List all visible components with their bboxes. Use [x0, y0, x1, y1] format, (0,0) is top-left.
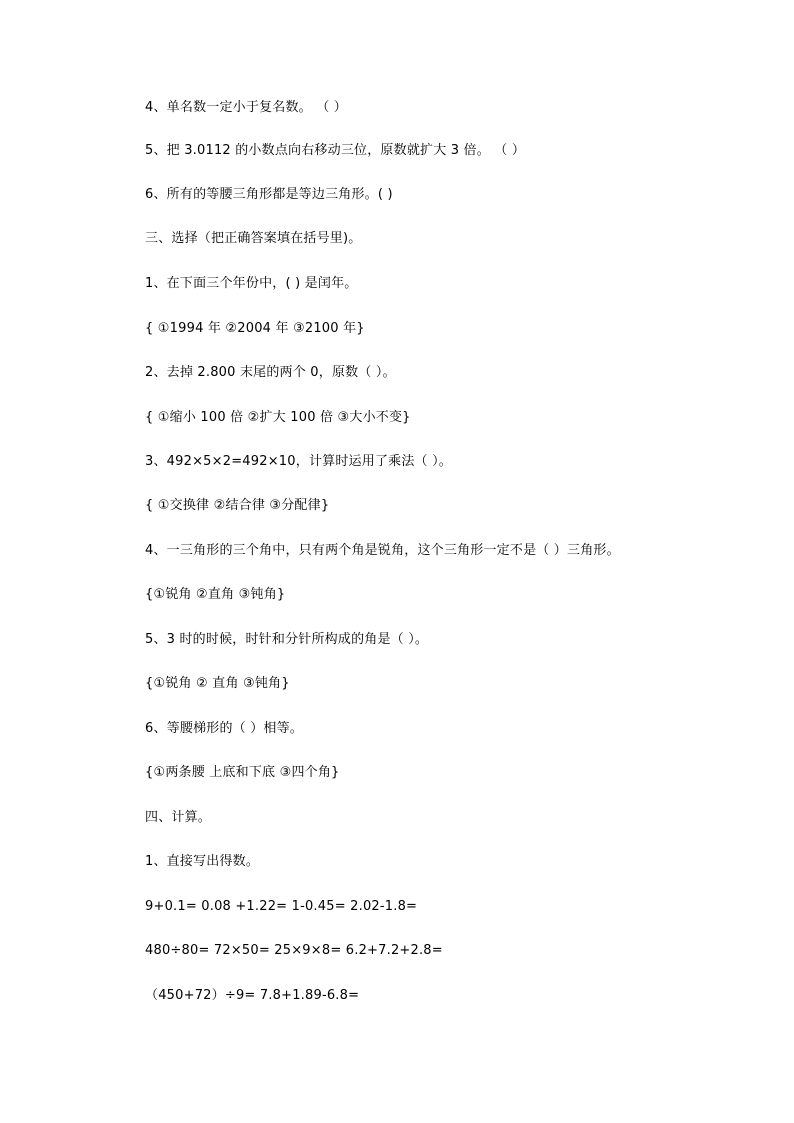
- choice-options-6: {①两条腰 上底和下底 ③四个角}: [145, 765, 340, 780]
- judgment-item-5: 5、把 3.0112 的小数点向右移动三位，原数就扩大 3 倍。 （ ）: [145, 143, 526, 158]
- calc-row-3: （450+72）÷9= 7.8+1.89-6.8=: [145, 988, 360, 1003]
- section-heading-calc: 四、计算。: [145, 810, 212, 825]
- choice-question-3: 3、492×5×2=492×10，计算时运用了乘法（ ）。: [145, 454, 452, 469]
- section-heading-choice: 三、选择（把正确答案填在括号里)。: [145, 231, 362, 246]
- choice-question-1: 1、在下面三个年份中，( ) 是闰年。: [145, 276, 358, 291]
- choice-options-3: { ①交换律 ②结合律 ③分配律}: [145, 498, 330, 513]
- choice-question-4: 4、一三角形的三个角中，只有两个角是锐角，这个三角形一定不是（ ）三角形。: [145, 543, 620, 558]
- judgment-item-4: 4、单名数一定小于复名数。 （ ）: [145, 100, 347, 115]
- choice-question-2: 2、去掉 2.800 末尾的两个 0，原数（ ）。: [145, 365, 396, 380]
- choice-options-1: { ①1994 年 ②2004 年 ③2100 年}: [145, 321, 365, 336]
- choice-options-2: { ①缩小 100 倍 ②扩大 100 倍 ③大小不变}: [145, 410, 411, 425]
- choice-options-5: {①锐角 ② 直角 ③钝角}: [145, 676, 290, 691]
- judgment-item-6: 6、所有的等腰三角形都是等边三角形。( ): [145, 187, 393, 202]
- choice-question-5: 5、3 时的时候，时针和分针所构成的角是（ ）。: [145, 632, 429, 647]
- choice-question-6: 6、等腰梯形的（ ）相等。: [145, 721, 304, 736]
- calc-subheading-1: 1、直接写出得数。: [145, 854, 260, 869]
- choice-options-4: {①锐角 ②直角 ③钝角}: [145, 587, 286, 602]
- calc-row-1: 9+0.1= 0.08 +1.22= 1-0.45= 2.02-1.8=: [145, 899, 418, 914]
- calc-row-2: 480÷80= 72×50= 25×9×8= 6.2+7.2+2.8=: [145, 943, 443, 958]
